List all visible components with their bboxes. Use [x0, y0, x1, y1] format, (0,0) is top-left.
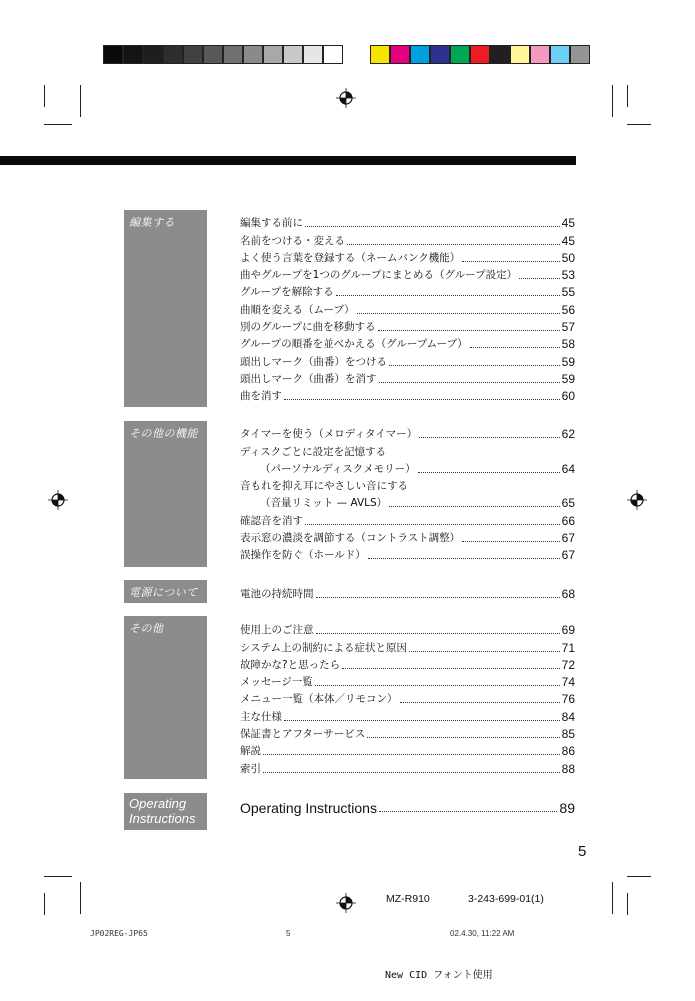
toc-entry[interactable]: [240, 620, 575, 637]
color-swatch: [243, 45, 263, 64]
toc-entry[interactable]: [240, 424, 575, 441]
section-label-box: [124, 210, 207, 407]
toc-entry[interactable]: [240, 476, 575, 493]
toc-entry-page: 62: [561, 427, 575, 442]
leader-dots: [357, 313, 560, 314]
toc-entry-title: 電池の持続時間: [240, 588, 314, 601]
leader-dots: [305, 226, 560, 227]
toc-entry-page: 59: [561, 371, 575, 386]
leader-dots: [263, 754, 560, 755]
color-swatch: [183, 45, 203, 64]
toc-entry-page: 65: [561, 496, 575, 511]
toc-entry-page: 59: [561, 354, 575, 369]
leader-dots: [342, 668, 560, 669]
toc-entry-title: 頭出しマーク（曲番）を消す: [240, 372, 377, 385]
color-swatch: [103, 45, 123, 64]
leader-dots: [462, 261, 559, 262]
toc-entry[interactable]: [240, 282, 575, 299]
toc-section-other-functions: [240, 424, 575, 562]
toc-entry-title: 音もれを抑え耳にやさしい音にする: [240, 480, 408, 493]
color-swatch: [263, 45, 283, 64]
toc-entry[interactable]: [240, 528, 575, 545]
toc-entry[interactable]: [240, 741, 575, 758]
toc-entry-title: 別のグループに曲を移動する: [240, 321, 376, 334]
leader-dots: [316, 597, 560, 598]
leader-dots: [389, 506, 559, 507]
leader-dots: [418, 472, 560, 473]
toc-entry-page: 67: [561, 548, 575, 563]
color-swatch: [530, 45, 550, 64]
toc-entry[interactable]: [240, 248, 575, 265]
leader-dots: [379, 811, 557, 812]
color-swatch: [450, 45, 470, 64]
color-swatch: [510, 45, 530, 64]
model-number: MZ-R910: [386, 893, 430, 905]
registration-mark-right-icon: [627, 490, 647, 510]
toc-entry-page: 74: [561, 675, 575, 690]
leader-dots: [462, 541, 559, 542]
page-number: 5: [578, 843, 587, 860]
color-swatch: [303, 45, 323, 64]
leader-dots: [378, 330, 560, 331]
leader-dots: [315, 685, 560, 686]
registration-mark-top-icon: [336, 88, 356, 108]
leader-dots: [284, 399, 560, 400]
toc-entry-title: 頭出しマーク（曲番）をつける: [240, 355, 387, 368]
toc-entry-title: メッセージ一覧: [240, 676, 313, 689]
color-swatch: [550, 45, 570, 64]
color-swatch: [123, 45, 143, 64]
color-swatch: [370, 45, 390, 64]
toc-entry[interactable]: [240, 334, 575, 351]
color-swatch: [570, 45, 590, 64]
toc-entry[interactable]: [240, 213, 575, 230]
toc-entry-title: システム上の制約による症状と原因: [240, 641, 407, 654]
section-label: Operating Instructions: [129, 796, 196, 826]
toc-entry-title: 解説: [240, 745, 261, 758]
color-swatch: [490, 45, 510, 64]
toc-entry[interactable]: [240, 655, 575, 672]
toc-entry[interactable]: [240, 637, 575, 654]
leader-dots: [263, 772, 560, 773]
toc-entry-title: タイマーを使う（メロディタイマー）: [240, 428, 418, 441]
toc-entry[interactable]: [240, 351, 575, 368]
toc-entry-page: 57: [561, 320, 575, 335]
toc-entry[interactable]: [240, 317, 575, 334]
leader-dots: [284, 720, 560, 721]
leader-dots: [470, 347, 560, 348]
toc-section-editing: [240, 213, 575, 403]
toc-entry-title: 索引: [240, 762, 261, 775]
toc-section-power: [240, 584, 575, 601]
part-number: 3-243-699-01(1): [468, 893, 544, 905]
toc-entry-title: 誤操作を防ぐ（ホールド）: [240, 549, 366, 562]
toc-entry[interactable]: [240, 230, 575, 247]
toc-entry-page: 68: [561, 587, 575, 602]
toc-entry-page: 85: [561, 727, 575, 742]
toc-entry[interactable]: [240, 724, 575, 741]
toc-entry-title: Operating Instructions: [240, 800, 377, 816]
toc-entry-title: 名前をつける・変える: [240, 234, 345, 247]
toc-entry-page: 56: [561, 302, 575, 317]
toc-entry-page: 53: [561, 268, 575, 283]
toc-entry[interactable]: [240, 299, 575, 316]
color-swatch: [323, 45, 343, 64]
color-swatch: [163, 45, 183, 64]
toc-entry-title: ディスクごとに設定を記憶する: [240, 445, 387, 458]
leader-dots: [419, 437, 559, 438]
color-swatch: [470, 45, 490, 64]
toc-entry-title: （音量リミット — AVLS）: [260, 497, 388, 510]
toc-entry[interactable]: [240, 706, 575, 723]
toc-entry[interactable]: [240, 510, 575, 527]
section-label-box: [124, 616, 207, 779]
toc-entry[interactable]: [240, 672, 575, 689]
toc-entry-page: 89: [559, 800, 575, 816]
toc-entry-title: 曲を消す: [240, 390, 282, 403]
toc-entry-title: 主な仕様: [240, 710, 282, 723]
leader-dots: [305, 524, 560, 525]
toc-entry[interactable]: [240, 441, 575, 458]
toc-entry-title: 確認音を消す: [240, 514, 303, 527]
toc-entry-page: 84: [561, 709, 575, 724]
toc-section-misc: [240, 620, 575, 776]
toc-entry-title: 編集する前に: [240, 217, 303, 230]
toc-entry-page: 76: [561, 692, 575, 707]
section-label-box: [124, 793, 207, 830]
toc-entry-page: 45: [561, 233, 575, 248]
print-file-page: 5: [286, 929, 291, 938]
color-swatch: [430, 45, 450, 64]
toc-entry-page: 88: [561, 761, 575, 776]
toc-entry[interactable]: [240, 793, 575, 815]
registration-mark-left-icon: [48, 490, 68, 510]
gray-calibration-bar: [103, 45, 343, 64]
toc-entry-title: （パーソナルディスクメモリー）: [260, 462, 416, 475]
leader-dots: [336, 295, 560, 296]
color-swatch: [390, 45, 410, 64]
toc-entry[interactable]: [240, 265, 575, 282]
toc-entry[interactable]: [240, 545, 575, 562]
toc-entry-title: メニュー一覧（本体／リモコン）: [240, 693, 398, 706]
print-file-date: 02.4.30, 11:22 AM: [450, 929, 515, 938]
section-label-box: [124, 580, 207, 603]
toc-entry-title: 曲順を変える（ムーブ）: [240, 303, 355, 316]
header-rule: [0, 156, 576, 165]
color-swatch: [283, 45, 303, 64]
toc-entry[interactable]: [240, 689, 575, 706]
section-label: その他の機能: [129, 427, 198, 440]
toc-entry[interactable]: [240, 459, 575, 476]
leader-dots: [367, 737, 559, 738]
toc-entry-title: グループの順番を並べかえる（グループムーブ）: [240, 338, 468, 351]
toc-section-english: [240, 793, 575, 815]
toc-entry-page: 71: [561, 640, 575, 655]
toc-entry-page: 64: [561, 461, 575, 476]
leader-dots: [409, 651, 560, 652]
leader-dots: [379, 382, 560, 383]
section-label-box: [124, 421, 207, 567]
toc-entry-page: 45: [561, 216, 575, 231]
toc-entry-page: 66: [561, 513, 575, 528]
toc-entry-page: 55: [561, 285, 575, 300]
toc-entry-page: 86: [561, 744, 575, 759]
toc-entry[interactable]: [240, 369, 575, 386]
print-file-id: JP02REG-JP65: [90, 929, 148, 938]
toc-entry-page: 69: [561, 623, 575, 638]
toc-entry-title: 表示窓の濃淡を調節する（コントラスト調整）: [240, 532, 461, 545]
color-swatch: [143, 45, 163, 64]
leader-dots: [368, 558, 560, 559]
toc-entry-title: 曲やグループを1つのグループにまとめる（グループ設定）: [240, 269, 518, 282]
toc-entry[interactable]: [240, 493, 575, 510]
toc-entry-title: グループを解除する: [240, 286, 334, 299]
leader-dots: [316, 633, 560, 634]
section-label: その他: [129, 622, 164, 635]
toc-entry-title: 使用上のご注意: [240, 624, 314, 637]
toc-entry-title: 保証書とアフターサービス: [240, 728, 366, 741]
color-swatch: [223, 45, 243, 64]
toc-entry-title: よく使う言葉を登録する（ネームバンク機能）: [240, 251, 461, 264]
leader-dots: [389, 365, 560, 366]
toc-entry[interactable]: [240, 584, 575, 601]
color-calibration-bar: [370, 45, 590, 64]
toc-entry-page: 72: [561, 657, 575, 672]
color-swatch: [203, 45, 223, 64]
toc-entry-page: 58: [561, 337, 575, 352]
leader-dots: [519, 278, 559, 279]
registration-mark-bottom-icon: [336, 893, 356, 913]
toc-entry[interactable]: [240, 386, 575, 403]
toc-entry[interactable]: [240, 758, 575, 775]
toc-entry-page: 60: [561, 389, 575, 404]
color-swatch: [410, 45, 430, 64]
leader-dots: [400, 702, 560, 703]
toc-entry-page: 50: [561, 250, 575, 265]
section-label: 電源について: [129, 586, 198, 599]
section-label: 編集する: [129, 216, 175, 229]
font-note: New CID フォント使用: [385, 970, 493, 981]
leader-dots: [347, 244, 560, 245]
toc-entry-page: 67: [561, 531, 575, 546]
toc-entry-title: 故障かな?と思ったら: [240, 658, 341, 671]
